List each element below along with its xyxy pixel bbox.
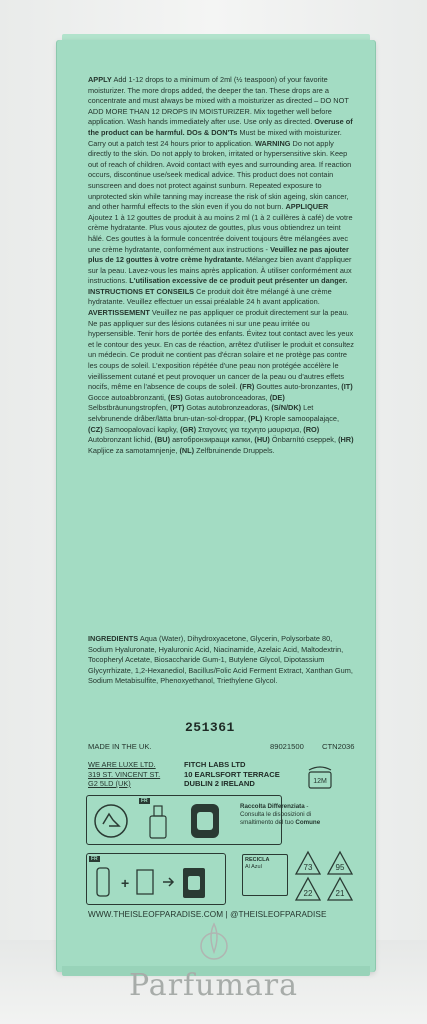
bold-run: (HU) [254,435,270,445]
text-run: Zelfbruinende Druppels. [194,445,275,455]
bold-run: Overuse of the product can be harmful. DOs & DON'Ts [88,117,353,137]
raccolta-last: Comune [295,818,321,826]
text-run: Gocce autoabbronzanti, [88,392,169,402]
text-run: Veuillez ne pas appliquer ce produit directement sur la peau. Ne pas appliquer sur des lésions cutanées ni sur une peau irritée ou hypersensible. Tenir hors de portée des enfants. Évitez tout contact avec les yeux et le contour des yeux. En cas de réaction, arrêtez d'utiliser le produit et consultez un médecin. Ce produit ne contient pas d'écran solaire et ne protège pas contre les coups de soleil. L'exposition répétée d'une peau non protégée accélère le vieillissement cutané et peut provoquer un cancer de la peau ou d'autres effets nocifs, même en l'absence de coups de soleil. [88,308,354,392]
pao-label: 12M [313,778,327,785]
text-run: Selbstbräunungstropfen, [88,403,171,413]
svg-text:95: 95 [335,863,345,872]
text-run: Ajoutez 1 à 12 gouttes de produit à au moins 2 ml (1 à 2 cuillères à café) de votre crème hydratante. Plus vous ajoutez de gouttes, plus vous obtiendrez un teint hâlé. Ces gouttes à la formule concentrée doivent toujours être mélangées avec une crème hydratante, conformément aux instructions - [88,212,353,254]
text-run: Mélangez bien avant d'appliquer sur la peau. Lavez-vous les mains après application. À utiliser conformément aux instructions. [88,255,352,286]
address-line: WE ARE LUXE LTD. [88,760,156,769]
bold-run: (PL) [248,414,263,423]
recycling-bin-icon [185,800,225,842]
text-run: Samoopalovací kapky, [102,424,181,434]
bold-run: APPLY [88,75,112,84]
bold-run: (S/N/DK) [271,403,302,413]
bold-run: (IT) [341,382,353,392]
text-run: автобронзиращи капки, [170,435,255,445]
recicla-badge [242,854,288,896]
uk-address [88,760,178,789]
bold-run: L'utilisation excessive de ce produit peut présenter un danger. INSTRUCTIONS ET CONSEILS [88,276,348,296]
directions-warnings-text [88,75,354,456]
recicla-sub: Al Azul [245,863,262,870]
raccolta-differenziata-text [240,803,332,826]
address-line: 10 EARLSFORT TERRACE [184,769,280,779]
bold-run: (BU) [154,435,171,445]
triman-icon [91,802,131,840]
bold-run: (HR) [338,435,354,445]
text-run: Add 1-12 drops to a minimum of 2ml (½ teaspoon) of your favorite moisturizer. The more drops added, the deeper the tan. These drops are a concentrate and must always be mixed with a moisturizer as directed – DO NOT ADD MORE THAN 12 DROPS IN MOISTURIZER. Mix together well before application. Wash hands immediately after use. Use only as directed. [88,75,349,127]
period-after-opening-icon [305,762,335,792]
bold-run: Veuillez ne pas ajouter plus de 12 gouttes à votre crème hydratante. [88,244,349,265]
text-run: Σταγονες για τεχνητο μαυρισμα, [196,424,304,434]
address-line: G2 5LD (UK) [88,779,131,788]
address-line: FITCH LABS LTD [184,760,246,769]
recycling-code-icon [294,876,322,902]
bold-run: (GR) [180,424,197,434]
sorting-icons [91,862,223,902]
text-run: Önbarnító cseppek, [269,435,339,445]
ingredients-label: INGREDIENTS [88,634,139,643]
box-icon [137,870,153,894]
sorting-panel [86,853,226,905]
parfumara-watermark: Parfumara [128,968,299,1003]
text-run: Kapljice za samotamnjenje, [88,445,180,455]
bold-run: (PT) [170,403,185,413]
address-line: DUBLIN 2 IRELAND [184,779,255,788]
text-run: Must be mixed with moisturizer. Carry out a patch test 24 hours prior to application. [88,127,342,148]
ingredients-block [88,634,354,687]
recicla-title: RECICLA [245,857,270,863]
product-code: 89021500 [270,742,304,751]
made-in-text: MADE IN THE UK. [88,742,152,751]
parfumara-logo-icon [198,918,230,962]
bold-run: (RO) [303,424,320,434]
fr-tag: FR [91,856,98,862]
origin-row [88,742,358,754]
svg-text:73: 73 [303,863,313,872]
ingredients-list: Aqua (Water), Dihydroxyacetone, Glycerin, Polysorbate 80, Sodium Hyaluronate, Hyaluronic Acid, Niacinamide, Azelaic Acid, Maltodextrin, Tocopheryl Acetate, Biosaccharide Gum-1, Butylene Glycol, Dipotassium Glycyrrhizate, 1,2-Hexanediol, Bacillus/Folic Acid Ferment Extract, Xanthan Gum, Sodium Metabisulfite, Phenoxyethanol, Triethylene Glycol. [88,634,353,686]
bold-run: APPLIQUER [285,202,329,212]
recycling-code-icon [326,850,354,876]
bold-run: (NL) [179,445,195,455]
bold-run: (DE) [269,392,285,402]
address-line: 319 ST. VINCENT ST. [88,769,161,779]
batch-code: 251361 [185,720,235,735]
svg-text:22: 22 [303,889,313,898]
fr-tag: FR [141,798,148,804]
ctn-code: CTN2036 [322,742,355,751]
text-run: Gotas autobronzeadoras, [184,403,272,413]
svg-text:21: 21 [335,889,345,898]
text-run: Autobronzant lichid, [88,435,155,445]
recycling-code-icon [294,850,322,876]
bold-run: WARNING [254,138,291,148]
arrow-icon [163,878,173,886]
bottle-icon [97,868,109,896]
recycling-code-icon [326,876,354,902]
text-run: Do not apply directly to the skin. Do not apply to broken, irritated or hypersensitive skin. Keep out of reach of children. Avoid contact with eyes and surrounding area. If reaction occurs, discontinue use/seek medical advice. This product does not contain sunscreen and does not protect against sunburn. Repeated exposure to unprotected skin while tanning may increase the risk of skin ageing, skin cancer, and other harmful effects to the skin even if you do not burn. [88,138,352,212]
text-run: Krople samoopalające, [262,414,340,423]
bold-run: (ES) [168,392,183,402]
text-run: Gotas autobronceadoras, [182,392,270,402]
text-run: Gouttes auto-bronzantes, [254,382,342,392]
raccolta-body: - Consulta le disposizioni di smaltimento del tuo [240,803,312,826]
eu-address [184,760,304,789]
raccolta-title: Raccolta Differenziata [240,803,305,810]
bold-run: AVERTISSEMENT [88,308,150,318]
bold-run: (CZ) [88,424,103,434]
dropper-bottle-icon [143,804,173,842]
bold-run: (FR) [239,382,255,392]
svg-text:+: + [121,875,130,891]
website-handle: WWW.THEISLEOFPARADISE.COM | @THEISLEOFPARADISE [88,910,327,919]
text-run: Let selvbrunende dråber/lätta brun-utan-sol-droppar, [88,403,314,423]
text-run: Ce produit doit être mélangé à une crème hydratante. Veuillez effectuer un essai préalable 24 h avant application. [88,286,332,307]
